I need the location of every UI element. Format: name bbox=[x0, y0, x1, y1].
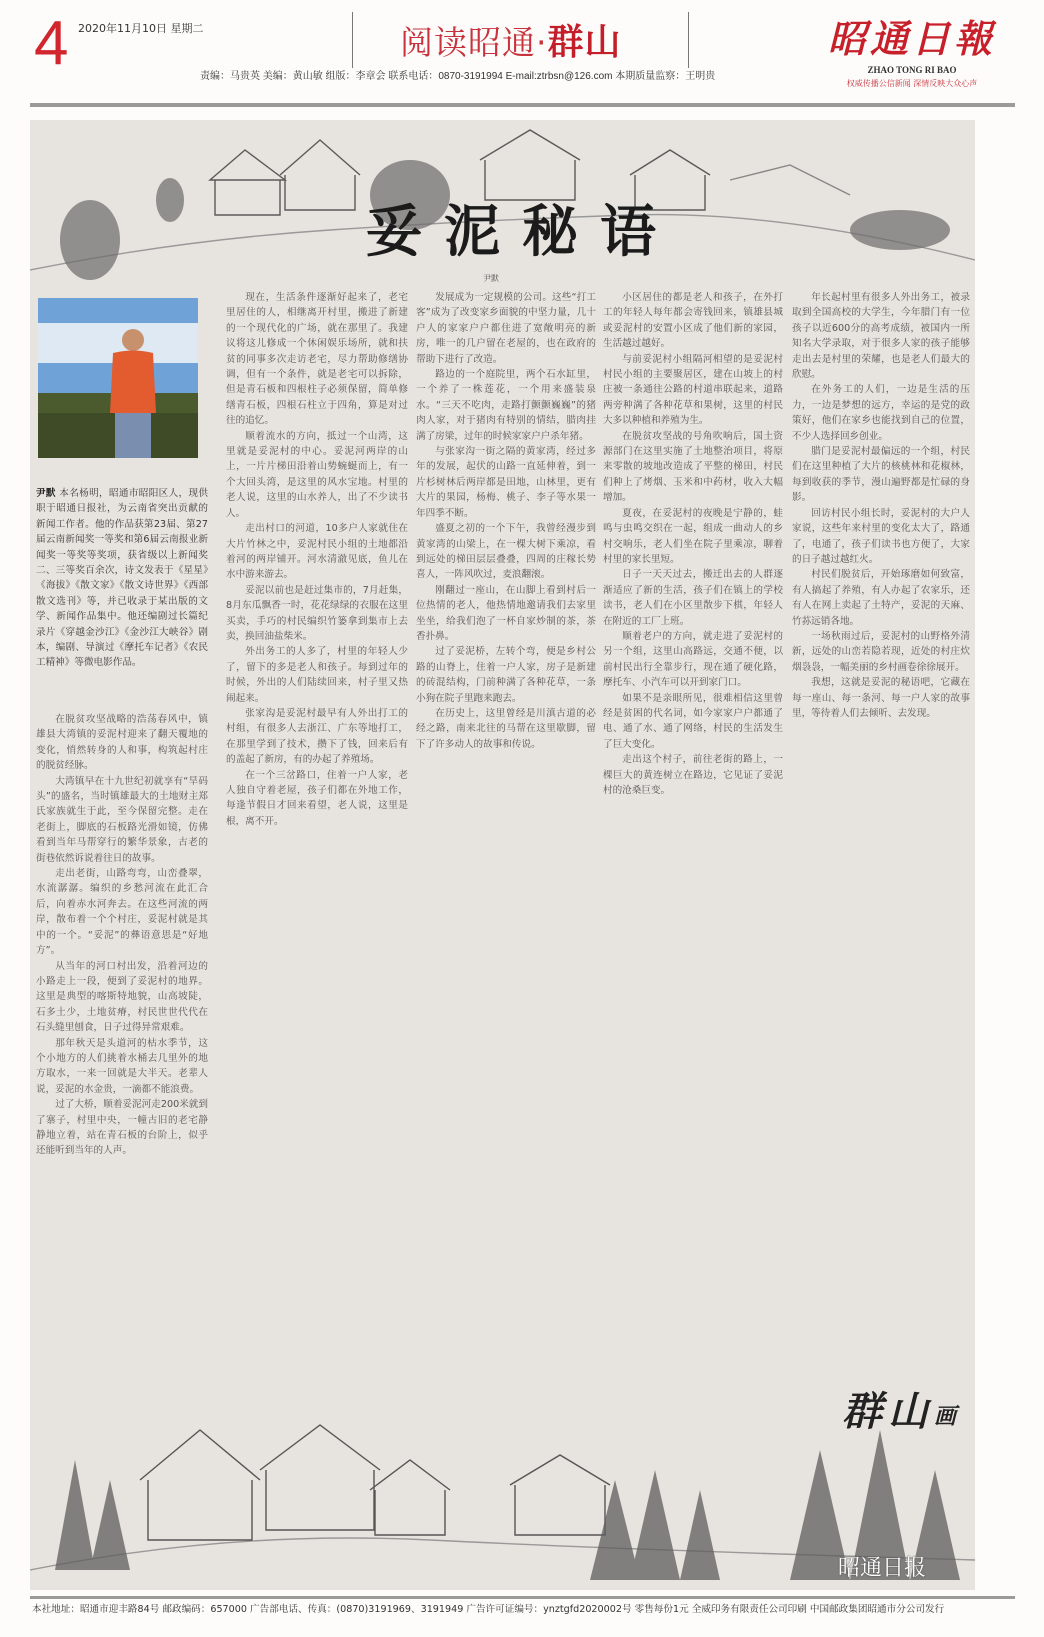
header-rule bbox=[30, 103, 1015, 107]
paragraph: 路边的一个庭院里，两个石水缸里，一个养了一株莲花，一个用来盛装泉水。“三天不吃肉，走路打颤颤巍巍”的猪肉人家，对于猪肉有特别的情结，腊肉挂满了房梁，过年的时候家家户户杀年猪。 bbox=[416, 369, 596, 442]
divider bbox=[352, 12, 353, 68]
paragraph: 现在，生活条件逐渐好起来了，老宅里居住的人，相继离开村里，搬进了新建的一个现代化的广场，就在那里了。我建议将这儿修成一个休闲娱乐场所，就和扶贫的同事多次走访老宅，尽力帮助修缮协调，但有一个条件，就是老宅可以拆除，但是青石板和四根柱子必须保留，简单修缮青石板，四根石柱立于四角，算是对过往的追忆。 bbox=[226, 292, 408, 427]
paragraph: 日子一天天过去，搬迁出去的人群逐渐适应了新的生活，孩子们在镇上的学校读书，老人们在小区里散步下棋，年轻人在附近的工厂上班。 bbox=[603, 569, 783, 627]
article-column-4 bbox=[603, 290, 783, 1370]
section-prefix: 阅读昭通· bbox=[400, 23, 548, 62]
section-title bbox=[400, 14, 622, 65]
page-number: 4 bbox=[34, 9, 69, 78]
paragraph: 在一个三岔路口，住着一户人家，老人独自守着老屋，孩子们都在外地工作，每逢节假日才回来看望，老人说，这里是根，离不开。 bbox=[226, 769, 408, 827]
paragraph: 刚翻过一座山，在山脚上看到村后一位热情的老人，他热情地邀请我们去家里坐坐，给我们泡了一杯自家炒制的茶，茶香扑鼻。 bbox=[416, 584, 596, 642]
author-bio bbox=[36, 486, 208, 671]
paragraph: 腊门是妥泥村最偏远的一个组，村民们在这里种植了大片的核桃林和花椒林，每到收获的季节，漫山遍野都是忙碌的身影。 bbox=[792, 446, 970, 504]
paragraph: 在脱贫攻坚战的号角吹响后，国土资源部门在这里实施了土地整治项目，将原来零散的坡地改造成了平整的梯田，村民们种上了烤烟、玉米和中药材，收入大幅增加。 bbox=[603, 430, 783, 504]
paragraph: 妥泥以前也是赶过集市的，7月赶集，8月东瓜飘香一时，花花绿绿的衣服在这里买卖，手巧的村民编织竹篓拿到集市上去卖，换回油盐柴米。 bbox=[226, 584, 408, 642]
author-photo bbox=[38, 298, 198, 458]
article-column-5 bbox=[792, 290, 970, 1370]
logo-english: ZHAO TONG RI BAO bbox=[867, 65, 957, 75]
article-title: 妥泥秘语 bbox=[366, 200, 678, 265]
footer-info: 本社地址：昭通市迎丰路84号 邮政编码：657000 广告部电话、传真：(0870)3191969、3191949 广告许可证编号：ynztgfd2020002号 零售每份1元 全威印务有限责任公司印刷 中国邮政集团昭通市分公司发行 bbox=[32, 1604, 945, 1615]
village-sketch-illustration-bottom bbox=[30, 1370, 975, 1590]
article-column-1 bbox=[36, 712, 208, 1370]
paragraph: 一场秋雨过后，妥泥村的山野格外清新，远处的山峦若隐若现，近处的村庄炊烟袅袅，一幅美丽的乡村画卷徐徐展开。 bbox=[792, 630, 970, 673]
paragraph: 顺着流水的方向，抵过一个山湾，这里就是妥泥村的中心。妥泥河两岸的山上，一片片梯田沿着山势蜿蜒而上，有一个大回头湾，是这里的风水宝地。村里的老人说，这里的山水养人，出了不少读书人。 bbox=[226, 430, 408, 519]
author-name: 尹默 bbox=[36, 488, 56, 499]
logo-slogan: 权威传播公信新闻 深情反映大众心声 bbox=[846, 79, 978, 88]
article-byline: 尹默 bbox=[483, 274, 499, 283]
paragraph: 小区居住的都是老人和孩子，在外打工的年轻人每年都会寄钱回来，镇雄县城或妥泥村的安置小区成了他们新的家园，生活越过越好。 bbox=[603, 292, 783, 350]
paragraph: 如果不是亲眼所见，很难相信这里曾经是贫困的代名词，如今家家户户都通了电、通了水、通了网络，村民的生活发生了巨大变化。 bbox=[603, 692, 783, 750]
paragraph: 我想，这就是妥泥的秘语吧，它藏在每一座山、每一条河、每一户人家的故事里，等待着人们去倾听、去发现。 bbox=[792, 677, 970, 719]
paragraph: 与前妥泥村小组隔河相望的是妥泥村村民小组的主要聚居区，建在山坡上的村庄被一条通往公路的村道串联起来，道路两旁种满了各种花草和果树，这里的村民大多以种植和养殖为生。 bbox=[603, 353, 783, 427]
paragraph: 过了妥泥桥，左转个弯，便是乡村公路的山脊上，住着一户人家，房子是新建的砖混结构，门前种满了各种花草，一条小狗在院子里跑来跑去。 bbox=[416, 646, 596, 704]
paragraph: 走出村口的河道，10多户人家就住在大片竹林之中，妥泥村民小组的土地都沿着河的两岸铺开。河水清澈见底，鱼儿在水中游来游去。 bbox=[226, 523, 408, 581]
paragraph: 年长起村里有很多人外出务工，被录取到全国高校的大学生，今年腊门有一位孩子以近600分的高考成绩，被国内一所知名大学录取，对于很多人家的孩子能够走出去是村里的荣耀，也是老人们最大的欣慰。 bbox=[792, 292, 970, 381]
paragraph: 那年秋天是头道河的枯水季节，这个小地方的人们挑着水桶去几里外的地方取水，一来一回就是大半天。老辈人说，妥泥的水金贵，一滴都不能浪费。 bbox=[36, 1037, 208, 1095]
paragraph: 夏夜，在妥泥村的夜晚是宁静的，蛙鸣与虫鸣交织在一起，组成一曲动人的乡村交响乐，老人们坐在院子里乘凉，聊着村里的家长里短。 bbox=[603, 507, 783, 565]
paragraph: 走出这个村子，前往老街的路上，一棵巨大的黄连树立在路边，它见证了妥泥村的沧桑巨变。 bbox=[603, 754, 783, 796]
paragraph: 盛夏之初的一个下午，我曾经漫步到黄家湾的山梁上，在一棵大树下乘凉，看到远处的梯田层层叠叠，四周的庄稼长势喜人，一阵风吹过，麦浪翻滚。 bbox=[416, 523, 596, 581]
issue-date: 2020年11月10日 星期二 bbox=[78, 22, 204, 35]
footer-rule bbox=[30, 1596, 1015, 1599]
paragraph: 回访村民小组长时，妥泥村的大户人家说，这些年来村里的变化太大了，路通了，电通了，孩子们读书也方便了，大家的日子越过越红火。 bbox=[792, 507, 970, 565]
paragraph: 大湾镇早在十九世纪初就享有“旱码头”的盛名，当时镇雄最大的土地财主郑氏家族就生于此，至今保留完整。走在老街上，脚底的石板路光滑如镜，仿佛看到当年马帮穿行的繁华景象，古老的街巷依然诉说着往日的故事。 bbox=[36, 775, 208, 864]
editor-credits: 责编：马贵英 美编：黄山敏 组版：李章会 联系电话：0870-3191994 E-mail:ztrbsn@126.com 本期质量监察：王明贵 bbox=[200, 71, 716, 82]
paragraph: 在外务工的人们，一边是生活的压力，一边是梦想的远方，幸运的是党的政策好，他们在家乡也能找到自己的位置，不少人选择回乡创业。 bbox=[792, 384, 970, 442]
paragraph: 村民们脱贫后，开始琢磨如何致富，有人搞起了养殖，有人办起了农家乐，还有人在网上卖起了土特产，妥泥的天麻、竹荪远销各地。 bbox=[792, 569, 970, 627]
paragraph: 外出务工的人多了，村里的年轻人少了，留下的多是老人和孩子。每到过年的时候，外出的人们陆续回来，村子里又热闹起来。 bbox=[226, 646, 408, 704]
logo-chinese: 昭通日報 bbox=[827, 16, 996, 61]
article-column-2 bbox=[226, 290, 408, 1370]
signature-mark: 画 bbox=[934, 1403, 963, 1430]
paragraph: 过了大桥，顺着妥泥河走200米就到了寨子，村里中央，一幢古旧的老宅静静地立着，站在青石板的台阶上，似乎还能听到当年的人声。 bbox=[36, 1099, 208, 1157]
newspaper-logo bbox=[812, 8, 1012, 89]
signature-text: 群山 bbox=[842, 1388, 934, 1435]
divider bbox=[688, 12, 689, 68]
article-column-3 bbox=[416, 290, 596, 1370]
paragraph: 张家沟是妥泥村最早有人外出打工的村组，有很多人去浙江、广东等地打工，在那里学到了技术，攒下了钱，回来后有的盖起了新房，有的办起了养殖场。 bbox=[226, 707, 408, 766]
paragraph: 与张家沟一街之隔的黄家湾，经过多年的发展，起伏的山路一直延伸着，到一片杉树林后两岸都是田地，山林里，更有大片的果园，杨梅、桃子、李子等水果一年四季不断。 bbox=[416, 446, 596, 519]
section-name: 群山 bbox=[547, 22, 622, 63]
paragraph: 在脱贫攻坚战略的浩荡春风中，镇雄县大湾镇的妥泥村迎来了翻天覆地的变化，悄然转身的人和事，构筑起村庄的脱贫经脉。 bbox=[36, 714, 208, 772]
paragraph: 从当年的河口村出发，沿着河边的小路走上一段，便到了妥泥村的地界。这里是典型的喀斯特地貌，山高坡陡，石多土少，土地贫瘠，村民世世代代在石头缝里刨食，日子过得异常艰难。 bbox=[36, 960, 208, 1034]
wechat-watermark: 昭通日报 bbox=[838, 1556, 927, 1581]
paragraph: 在历史上，这里曾经是川滇古道的必经之路，南来北往的马帮在这里歇脚，留下了许多动人的故事和传说。 bbox=[416, 707, 596, 750]
illustrator-signature bbox=[842, 1380, 962, 1437]
bio-text: 本名杨明，昭通市昭阳区人，现供职于昭通日报社，为云南省突出贡献的新闻工作者。他的作品获第23届、第27届云南新闻奖一等奖和第6届云南报业新闻奖一等奖等奖项，获省级以上新闻奖二、三等奖百余次，诗文发表于《星星》《海拔》《散文家》《散文诗世界》《西部散文选刊》等，并已收录于某出版的文学、新闻作品集中。他还编剧过长篇纪录片《穿越金沙江》《金沙江大峡谷》剧本，编剧、导演过《摩托车记者》《农民工精神》等微电影作品。 bbox=[36, 488, 208, 669]
paragraph: 发展成为一定规模的公司。这些“打工客”成为了改变家乡面貌的中坚力量，几十户人的家家户户都住进了宽敞明亮的新房，唯一的几户留在老屋的，也在政府的帮助下进行了改造。 bbox=[416, 292, 596, 365]
paragraph: 顺着老户的方向，就走进了妥泥村的另一个组，这里山高路远，交通不便，以前村民出行全靠步行，现在通了硬化路，摩托车、小汽车可以开到家门口。 bbox=[603, 630, 783, 689]
paragraph: 走出老街，山路弯弯，山峦叠翠，水流潺潺。编织的乡愁河流在此汇合后，向着赤水河奔去。在这些河流的两岸，散布着一个个村庄，妥泥村就是其中的一个。“妥泥”的彝语意思是“好地方”。 bbox=[36, 868, 208, 957]
